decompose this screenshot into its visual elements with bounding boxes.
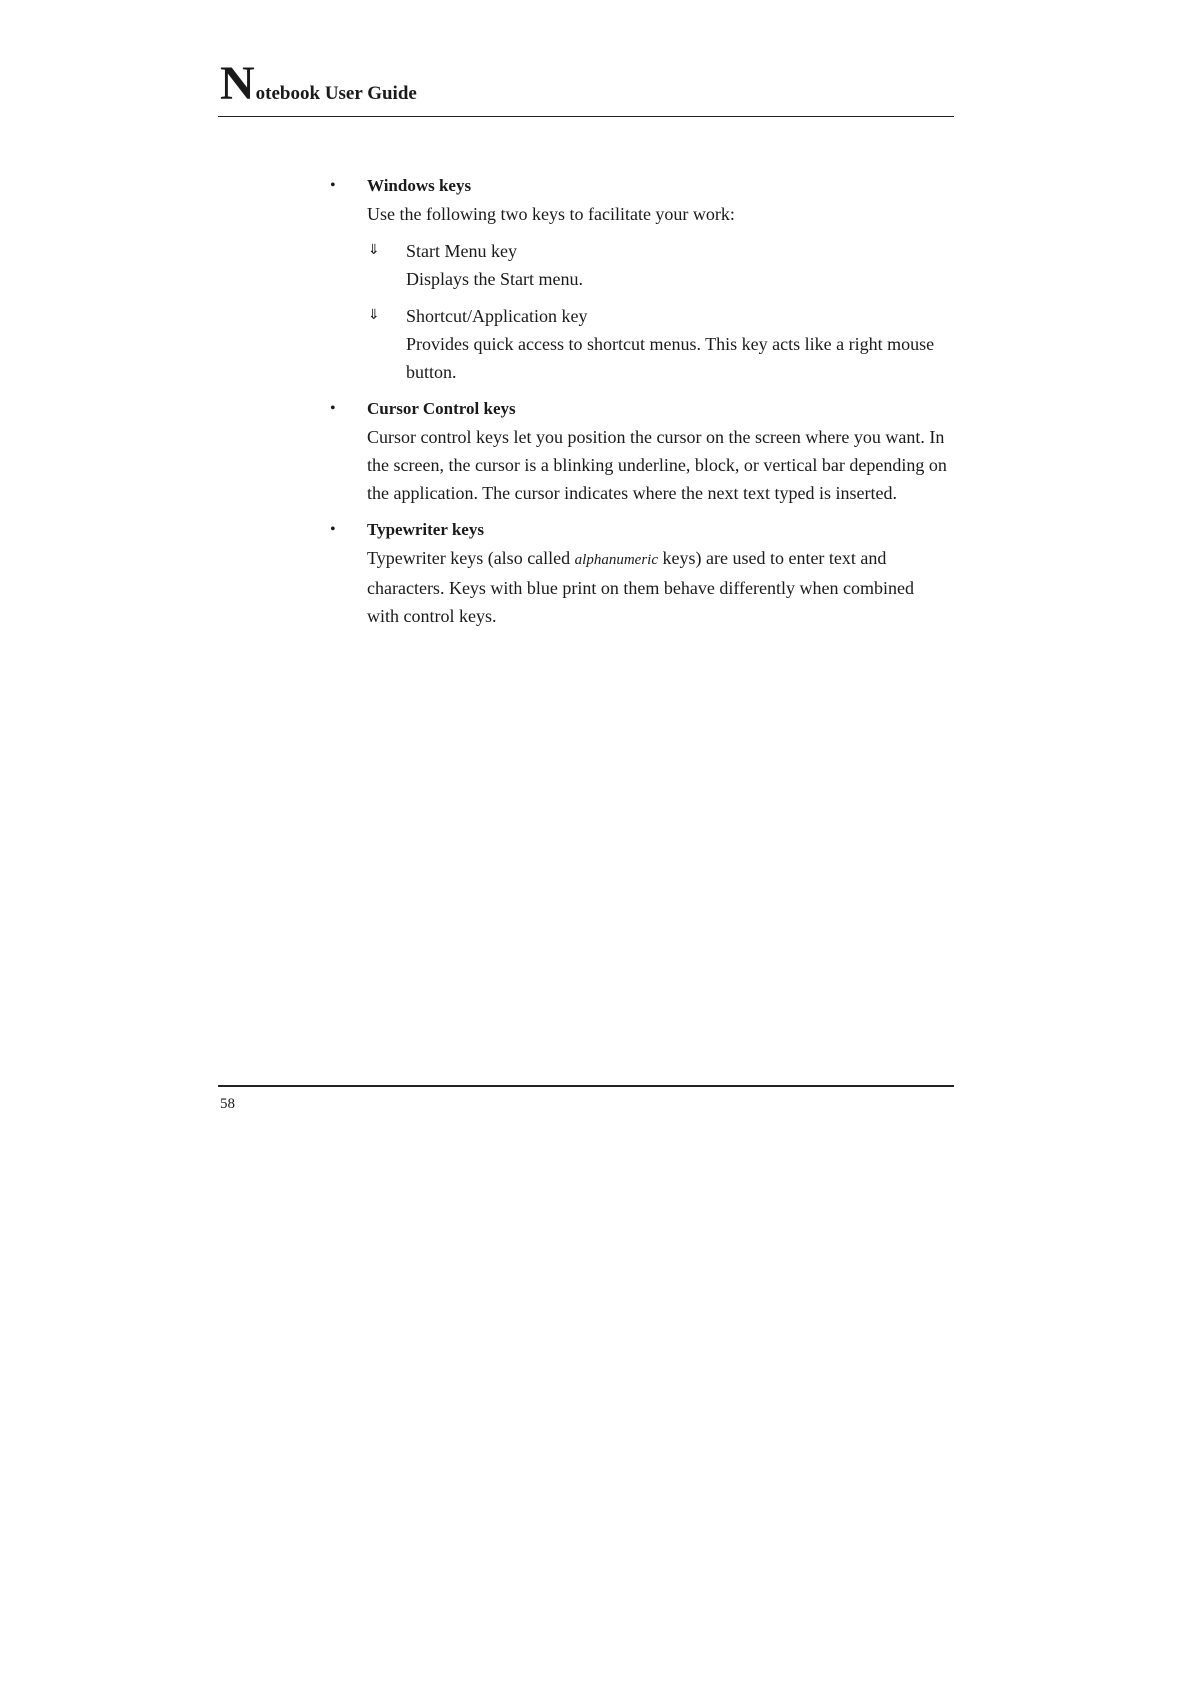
- page-content: [330, 172, 950, 639]
- bullet-icon: •: [330, 400, 336, 417]
- section-title: Cursor Control keys: [367, 399, 516, 418]
- bullet-icon: •: [330, 521, 336, 538]
- down-arrow-icon: ⇓: [368, 307, 380, 323]
- header-title: [220, 57, 417, 110]
- sub-item-title: Start Menu key: [406, 241, 517, 261]
- section-windows-keys: [330, 172, 950, 386]
- section-title: Windows keys: [367, 176, 472, 195]
- section-text: Cursor control keys let you position the cursor on the screen where you want. In the screen, the cursor is a blinking underline, block, or vertical bar depending on the application. The cursor indicates where the next text typed is inserted.: [367, 427, 947, 503]
- section-title: Typewriter keys: [367, 520, 484, 539]
- sub-item-text: Displays the Start menu.: [406, 269, 583, 289]
- section-typewriter-keys: [330, 516, 950, 630]
- header-title-rest: otebook User Guide: [255, 83, 417, 104]
- page-header: [218, 58, 954, 117]
- sub-item-title: Shortcut/Application key: [406, 306, 588, 326]
- bullet-icon: •: [330, 177, 336, 194]
- section-cursor-control-keys: [330, 395, 950, 507]
- down-arrow-icon: ⇓: [368, 242, 380, 258]
- text-segment: Typewriter keys (also called: [367, 548, 575, 568]
- sub-item-shortcut-application-key: [367, 302, 950, 386]
- page-number: 58: [220, 1096, 235, 1112]
- italic-term: alphanumeric: [574, 552, 658, 568]
- footer-rule: [218, 1085, 954, 1087]
- header-title-initial: N: [220, 57, 255, 110]
- section-text: [367, 544, 950, 630]
- section-text: Use the following two keys to facilitate your work:: [367, 204, 735, 224]
- text-segment: keys) are used to enter text and characters. Keys with blue print on them behave differently when combined with control keys.: [367, 548, 914, 626]
- sub-item-text: Provides quick access to shortcut menus. This key acts like a right mouse button.: [406, 334, 935, 382]
- sub-item-start-menu-key: [367, 237, 950, 293]
